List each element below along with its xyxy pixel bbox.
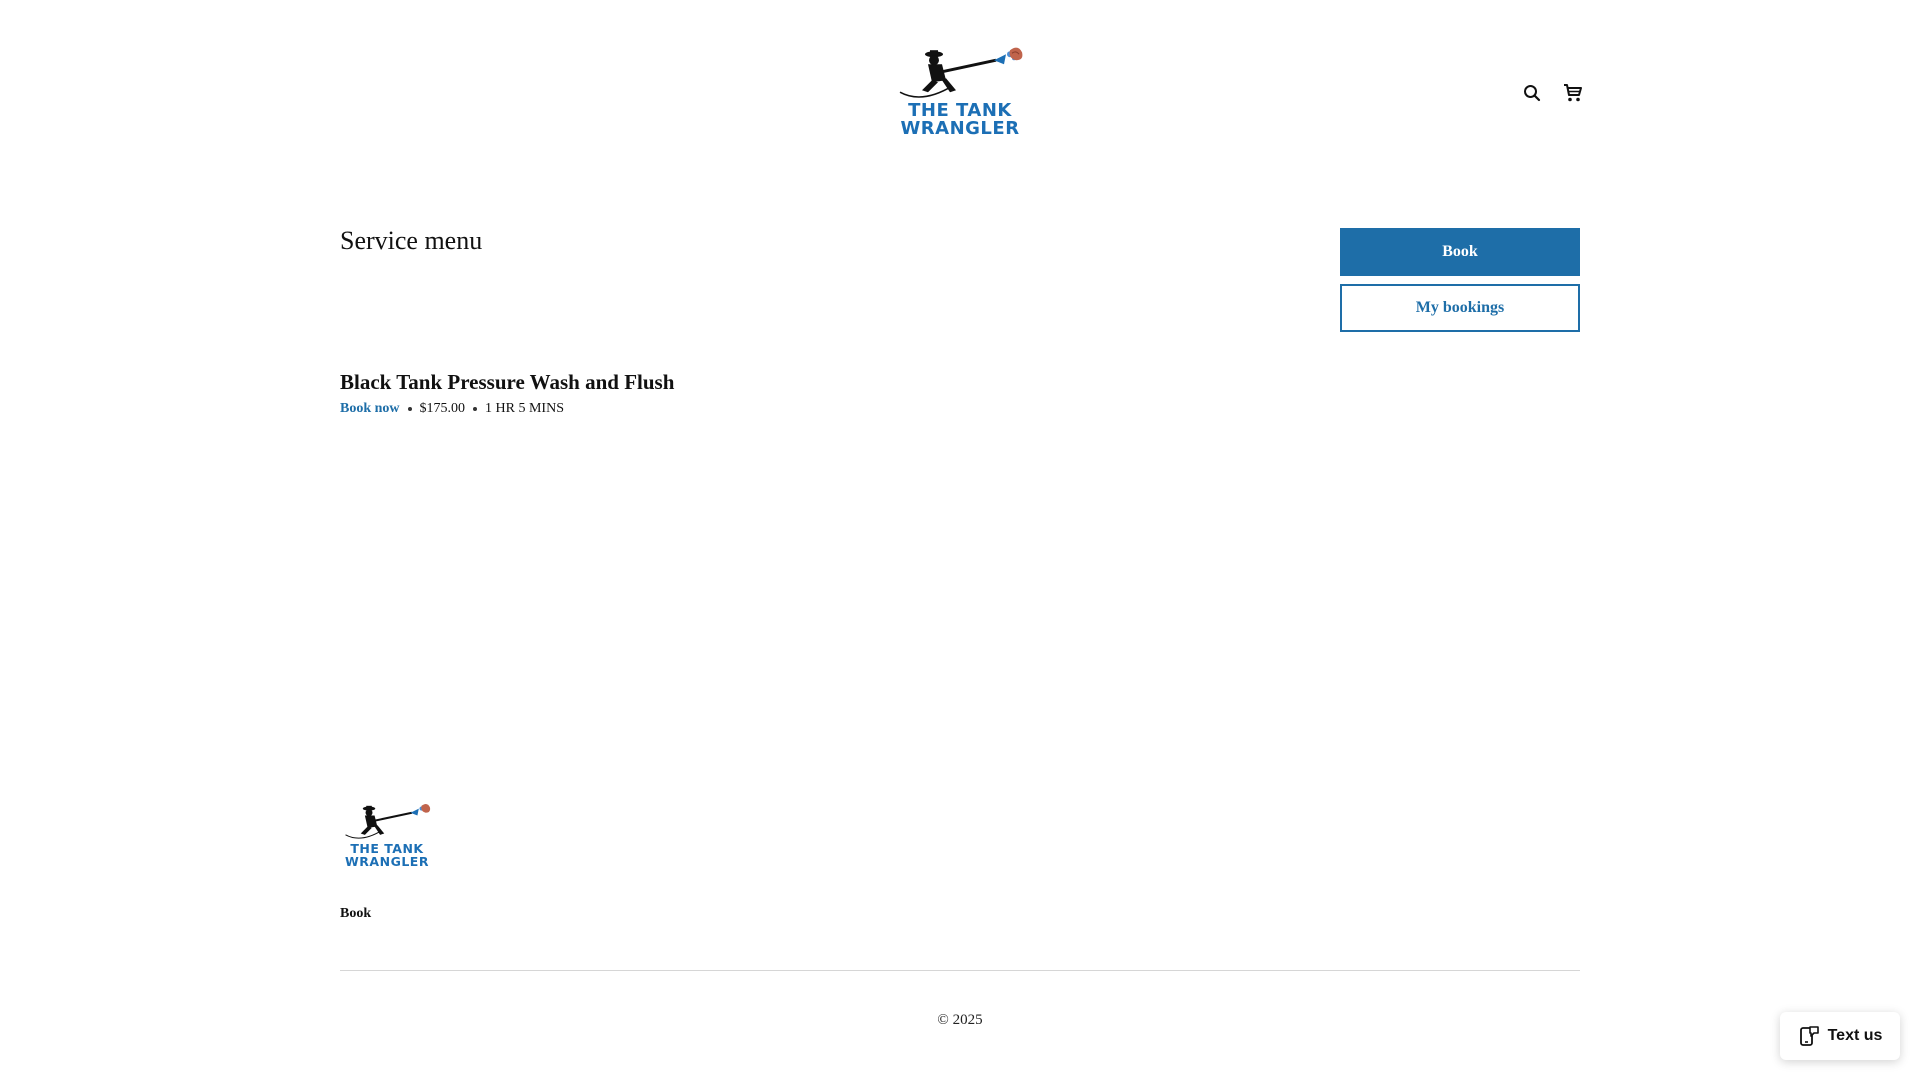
service-meta (340, 401, 564, 417)
search-button[interactable] (1519, 80, 1545, 106)
book-now-link[interactable]: Book now (340, 401, 400, 416)
text-us-widget[interactable] (1780, 1012, 1900, 1060)
site-logo[interactable] (892, 46, 1028, 140)
footer-logo[interactable] (340, 802, 434, 870)
book-button[interactable]: Book (1340, 228, 1580, 276)
site-header (0, 0, 1920, 170)
cart-button[interactable] (1560, 80, 1586, 106)
footer-book-link[interactable]: Book (340, 906, 372, 921)
separator-dot (473, 407, 477, 411)
page-title: Service menu (340, 226, 483, 255)
logo-wordmark: THE TANK WRANGLER (900, 100, 1020, 139)
cart-icon (1563, 83, 1583, 103)
tank-wrangler-mascot-icon (892, 46, 1028, 102)
my-bookings-button[interactable]: My bookings (1340, 284, 1580, 332)
copyright-text: © 2025 (937, 1012, 983, 1028)
service-name: Black Tank Pressure Wash and Flush (340, 370, 675, 394)
separator-dot (408, 407, 412, 411)
tank-wrangler-mascot-icon (340, 802, 434, 843)
footer-logo-wordmark: THE TANK WRANGLER (345, 841, 429, 869)
text-us-label: Text us (1827, 1027, 1883, 1044)
footer-divider (340, 970, 1580, 971)
service-duration: 1 HR 5 MINS (485, 401, 564, 416)
phone-message-icon (1798, 1025, 1820, 1047)
search-icon (1523, 84, 1541, 102)
service-price: $175.00 (419, 401, 466, 416)
